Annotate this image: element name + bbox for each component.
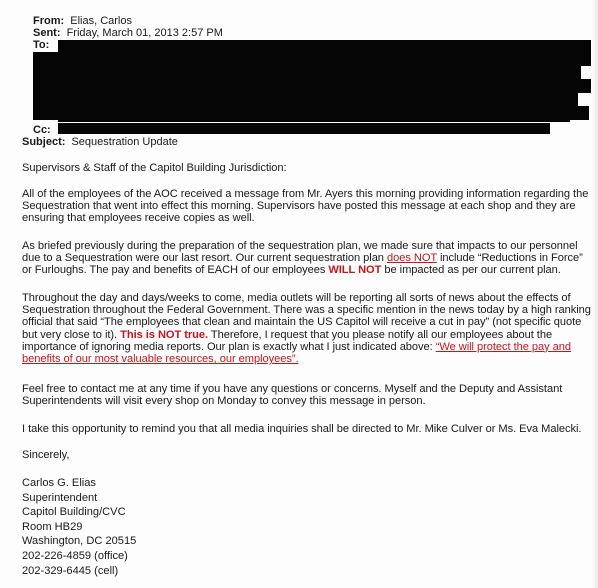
signature-title: Superintendent [22,491,98,504]
p3-text-b: Therefore, I request that you please notify all our employees about the importance of ignoring media reports. Our plan is exactly what I just indicated above: [22,328,553,353]
p3-quote: “We will protect the pay and benefits of our most valuable resources, our employees”. [22,340,572,366]
p2-text-c: be impacted as per our current plan. [381,264,561,277]
cc-row [33,124,51,136]
redaction-block-2 [33,52,591,66]
closing: Sincerely, [22,449,70,461]
signature-name: Carlos G. Elias [22,477,96,489]
subject-value: Sequestration Update [71,136,178,148]
redaction-block-cc [58,123,550,134]
p3-text-a: Throughout the day and days/weeks to come, media outlets will be reporting all sorts of news about the effects of Sequestration throughout the Federal Government. There was a specific mention in the news today by a high ranking official that said “The employees that clean and maintain the US Capitol will receive a cut in pay” (not specific quote but very close to it). [22,292,591,341]
signature-cell-phone: 202-329-6445 (cell) [22,564,119,577]
paragraph-4: Feel free to contact me at any time if you have any questions or concerns. Myself and the Deputy and Assistant Superintendents will visit every shop on Monday to convey this message in person. [22,383,563,408]
redaction-block-1 [58,40,591,52]
cc-label: Cc: [33,124,51,136]
subject-label: Subject: [22,136,66,148]
page-edge-shadow [592,0,598,588]
to-label: To: [33,39,50,51]
redaction-block-3 [33,66,581,79]
redaction-block-7 [58,120,570,122]
p2-emphasis-does-not: does NOT [386,252,437,265]
redaction-block-6 [33,106,589,120]
redaction-block-5 [33,93,578,106]
p2-text-b: include “Reductions in Force” or Furloughs. The pay and benefits of EACH of our employees [22,252,583,277]
from-row [33,15,132,27]
signature-org: Capitol Building/CVC [22,506,126,519]
from-value: Elias, Carlos [70,15,132,27]
sent-label: Sent: [33,27,61,39]
p3-emphasis-not-true: This is NOT true. [120,328,209,341]
paragraph-1: All of the employees of the AOC received a message from Mr. Ayers this morning providing information regarding the Sequestration that went into effect this morning. Supervisors have posted this message at each shop and they are ensuring that employees receive copies as well. [22,188,589,225]
signature-city: Washington, DC 20515 [22,535,137,548]
subject-row [22,136,178,148]
paragraph-3 [22,292,592,365]
redaction-block-4 [33,79,591,93]
from-label: From: [33,15,65,27]
p2-emphasis-will-not: WILL NOT [328,264,382,277]
p2-text-a: As briefed previously during the preparation of the sequestration plan, we made sure that impacts to our personnel due to a Sequestration were our last resort. Our current sequestration plan [22,240,578,265]
sent-value: Friday, March 01, 2013 2:57 PM [66,27,223,39]
paragraph-2 [22,240,592,277]
signature-office-phone: 202-226-4859 (office) [22,549,128,562]
signature-room: Room HB29 [22,520,83,533]
paragraph-5: I take this opportunity to remind you that all media inquiries shall be directed to Mr. Mike Culver or Ms. Eva Malecki. [22,423,582,435]
to-row [33,39,49,51]
sent-row [33,27,223,39]
signature-block [22,476,136,578]
greeting: Supervisors & Staff of the Capitol Building Jurisdiction: [22,162,287,174]
